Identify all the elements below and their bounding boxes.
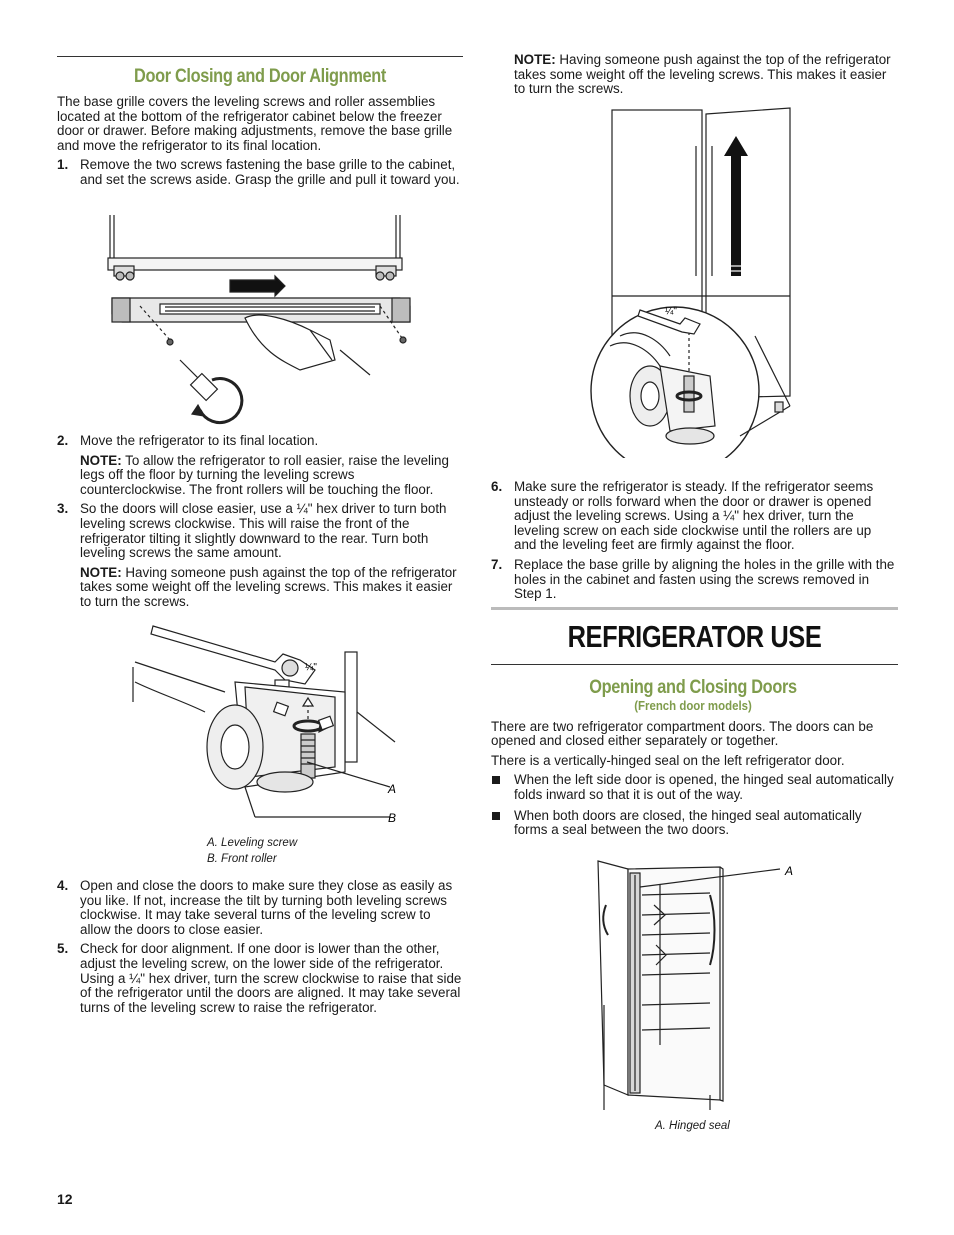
section-title: Door Closing and Door Alignment <box>134 66 386 87</box>
intro-paragraph: The base grille covers the leveling screws and roller assemblies located at the bottom of the refrigerator cabinet below the freezer door or drawer. Before making adjustments, remove the base grille and move the refrigerator to its final location. <box>57 94 453 153</box>
step-number: 4. <box>57 878 69 893</box>
note-label: NOTE: <box>514 52 556 67</box>
step-7 <box>491 558 895 602</box>
step-number: 2. <box>57 433 69 448</box>
step-number: 1. <box>57 157 69 173</box>
chapter-title: REFRIGERATOR USE <box>567 619 822 654</box>
figure4-caption: A. Hinged seal <box>655 1120 730 1132</box>
left-column <box>57 66 463 193</box>
step-number: 7. <box>491 556 503 572</box>
subsection-subtitle: (French door models) <box>634 698 752 713</box>
right-column-steps <box>491 480 895 607</box>
bullet-text: When the left side door is opened, the hinged seal automatically folds inward so that it is out of the way. <box>514 772 894 802</box>
note-text: Having someone push against the top of the refrigerator takes some weight off the leveling screws. This makes it easier to turn the screws. <box>514 52 891 97</box>
step-1 <box>57 158 463 187</box>
step-number: 5. <box>57 941 69 957</box>
top-rule-left <box>57 56 463 57</box>
bullet-square-icon <box>492 812 500 820</box>
figure2-size-label: ¼" <box>305 662 317 673</box>
step-4 <box>57 879 463 937</box>
note-text: Having someone push against the top of the refrigerator takes some weight off the leveling screws. This makes it easier to turn the screws. <box>80 564 457 609</box>
para-hinged-seal: There is a vertically-hinged seal on the left refrigerator door. <box>491 752 845 768</box>
left-column-2 <box>57 434 463 615</box>
chapter-heading-block <box>491 620 898 654</box>
step-text: Make sure the refrigerator is steady. If the refrigerator seems unsteady or rolls forward when the door or drawer is opened adjust the leveling screws. Using a ¼" hex driver, turn the leveling screw on each side clockwise until the rollers are up and the leveling feet are firmly against the floor. <box>514 479 874 553</box>
figure2-label-b: B <box>388 811 397 825</box>
note-label: NOTE: <box>80 452 122 468</box>
base-grille-illustration <box>100 210 440 430</box>
bullet-text: When both doors are closed, the hinged seal automatically forms a seal between the two doors. <box>514 807 862 838</box>
para-compartments: There are two refrigerator compartment doors. The doors can be opened and closed either separately or together. <box>491 718 874 749</box>
figure4-label-a: A <box>785 864 794 878</box>
right-column-note <box>514 53 894 97</box>
refrigerator-leveling-illustration <box>590 106 805 458</box>
right-column-body <box>491 677 895 844</box>
step-text: Move the refrigerator to its final location. <box>80 433 319 448</box>
step-text: Open and close the doors to make sure they close as easily as you like. If not, increase the tilt by turning both leveling screws clockwise. It may take several turns of the leveling screw to allow the doors to close easier. <box>80 878 453 937</box>
note-label: NOTE: <box>80 564 122 580</box>
note-top <box>514 53 894 97</box>
chapter-rule-bottom <box>491 664 898 665</box>
bullet-both-doors <box>491 809 895 838</box>
bullet-square-icon <box>492 776 500 784</box>
note-step-3 <box>57 566 463 610</box>
step-text: Remove the two screws fastening the base grille to the cabinet, and set the screws aside. Grasp the grille and pull it toward you. <box>80 157 460 187</box>
step-3 <box>57 502 463 560</box>
page-number: 12 <box>57 1191 73 1207</box>
step-text: So the doors will close easier, use a ¼" hex driver to turn both leveling screws clockwise. This will raise the front of the refrigerator tilting it slightly downward to the rear. Turn both leveling screws the same amount. <box>80 501 447 561</box>
left-column-3 <box>57 879 463 1020</box>
step-number: 6. <box>491 479 503 494</box>
hinged-seal-illustration <box>590 855 805 1115</box>
step-text: Check for door alignment. If one door is lower than the other, adjust the leveling screw, on the lower side of the refrigerator. Using a ¼" hex driver, turn the screw clockwise to raise that side of the refrigerator until the doors are aligned. It may take several turns of the leveling screw to raise the refrigerator. <box>80 941 462 1015</box>
step-number: 3. <box>57 501 69 517</box>
step-6 <box>491 480 895 553</box>
chapter-rule-top <box>491 607 898 610</box>
note-step-2 <box>57 454 463 498</box>
caption-front-roller: B. Front roller <box>207 853 277 865</box>
step-text: Replace the base grille by aligning the holes in the grille with the holes in the cabinet and fasten using the screws removed in Step 1. <box>514 556 895 602</box>
figure2-caption <box>207 835 407 867</box>
step-5 <box>57 942 463 1015</box>
figure3-size-label: ¼" <box>665 306 677 317</box>
step-2 <box>57 434 463 449</box>
note-text: To allow the refrigerator to roll easier, raise the leveling legs off the floor by turning the leveling screws counterclockwise. The front rollers will be touching the floor. <box>80 452 449 497</box>
bullet-left-door <box>491 773 895 802</box>
figure2-label-a: A <box>388 782 397 796</box>
caption-leveling-screw: A. Leveling screw <box>207 837 298 849</box>
subsection-title: Opening and Closing Doors <box>589 677 797 698</box>
leveling-screw-illustration <box>125 622 415 832</box>
